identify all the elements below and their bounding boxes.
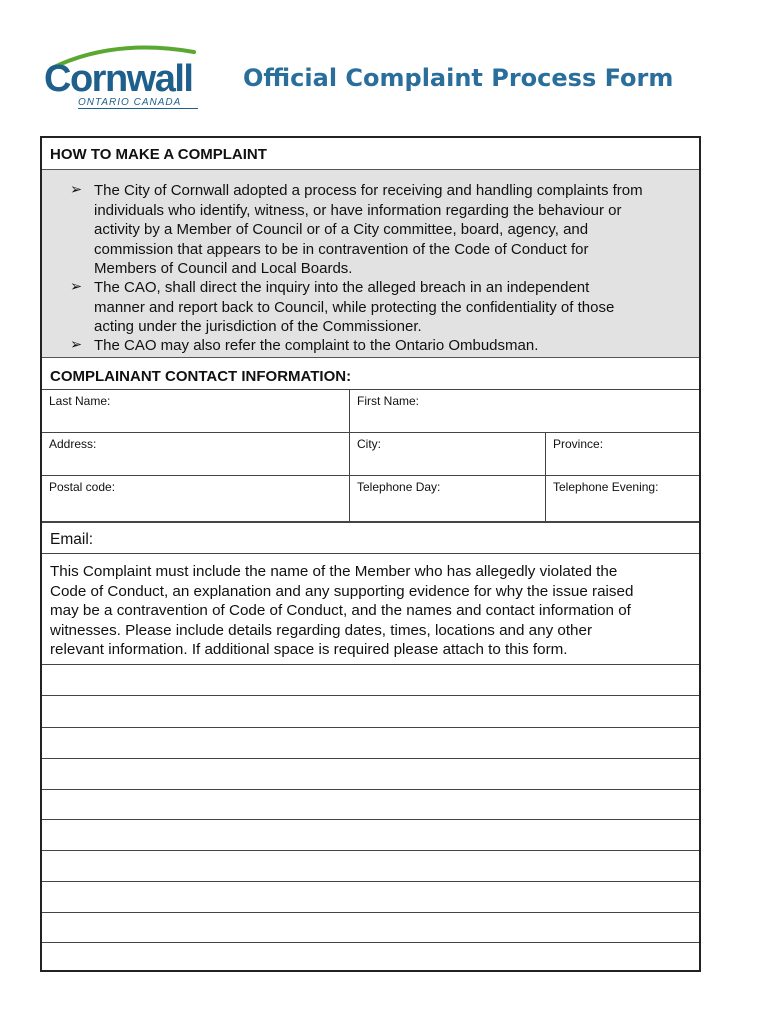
bullet-arrow-icon: ➢ <box>70 182 83 198</box>
writing-line <box>42 664 699 665</box>
bullet-item <box>94 278 694 337</box>
postal-code-label: Postal code: <box>49 480 116 494</box>
logo-underline <box>78 108 198 109</box>
writing-line <box>42 789 699 790</box>
writing-line <box>42 850 699 851</box>
address-field[interactable] <box>42 433 349 476</box>
writing-line <box>42 881 699 882</box>
bullet-line: The CAO, shall direct the inquiry into the alleged breach in an independent <box>94 279 590 296</box>
bullet-line: Members of Council and Local Boards. <box>94 260 353 277</box>
instruction-line: Code of Conduct, an explanation and any supporting evidence for why the issue raised <box>50 582 634 600</box>
address-row <box>42 432 699 476</box>
complaint-writing-area[interactable] <box>42 664 699 970</box>
logo-wordmark: Cornwall <box>44 58 193 100</box>
instruction-line: relevant information. If additional space is required please attach to this form. <box>50 641 568 658</box>
bullet-item <box>94 336 694 356</box>
bullet-item <box>94 181 694 279</box>
province-label: Province: <box>553 437 604 451</box>
city-field[interactable] <box>349 433 545 476</box>
complaint-instructions <box>42 553 699 663</box>
city-logo <box>44 44 204 110</box>
telephone-day-field[interactable] <box>349 476 545 522</box>
first-name-field[interactable] <box>349 390 699 433</box>
how-to-section <box>42 170 699 358</box>
bullet-line: The CAO may also refer the complaint to the Ontario Ombudsman. <box>94 337 539 354</box>
page-title: Official Complaint Process Form <box>243 64 674 92</box>
telephone-day-label: Telephone Day: <box>357 480 441 494</box>
writing-line <box>42 758 699 759</box>
writing-line <box>42 942 699 943</box>
contact-heading: COMPLAINANT CONTACT INFORMATION: <box>50 368 352 385</box>
postal-code-field[interactable] <box>42 476 349 522</box>
bullet-arrow-icon: ➢ <box>70 337 83 353</box>
complaint-form <box>40 136 701 972</box>
bullet-line: acting under the jurisdiction of the Commissioner. <box>94 318 422 335</box>
address-label: Address: <box>49 437 97 451</box>
telephone-evening-field[interactable] <box>545 476 699 522</box>
first-name-label: First Name: <box>357 394 420 408</box>
bullet-line: manner and report back to Council, while protecting the confidentiality of those <box>94 298 615 316</box>
bullet-line: individuals who identify, witness, or have information regarding the behaviour or <box>94 201 622 219</box>
email-label: Email: <box>50 531 94 548</box>
writing-line <box>42 912 699 913</box>
instruction-line: witnesses. Please include details regarding dates, times, locations and any other <box>50 621 592 639</box>
instruction-line: This Complaint must include the name of the Member who has allegedly violated the <box>50 563 618 580</box>
last-name-label: Last Name: <box>49 394 111 408</box>
email-field[interactable] <box>42 521 699 553</box>
writing-line <box>42 727 699 728</box>
province-field[interactable] <box>545 433 699 476</box>
bullet-line: activity by a Member of Council or of a City committee, board, agency, and <box>94 221 589 238</box>
bullet-line: commission that appears to be in contravention of the Code of Conduct for <box>94 240 589 258</box>
bullet-line: The City of Cornwall adopted a process for receiving and handling complaints from <box>94 182 643 199</box>
how-to-heading: HOW TO MAKE A COMPLAINT <box>42 138 699 170</box>
city-label: City: <box>357 437 381 451</box>
instruction-line: may be a contravention of Code of Conduct, and the names and contact information of <box>50 602 631 619</box>
writing-line <box>42 695 699 696</box>
last-name-field[interactable] <box>42 390 349 433</box>
telephone-evening-label: Telephone Evening: <box>553 480 659 494</box>
bullet-arrow-icon: ➢ <box>70 279 83 295</box>
writing-line <box>42 819 699 820</box>
phone-row <box>42 475 699 522</box>
logo-subtitle: ONTARIO CANADA <box>78 97 182 108</box>
name-row <box>42 389 699 433</box>
